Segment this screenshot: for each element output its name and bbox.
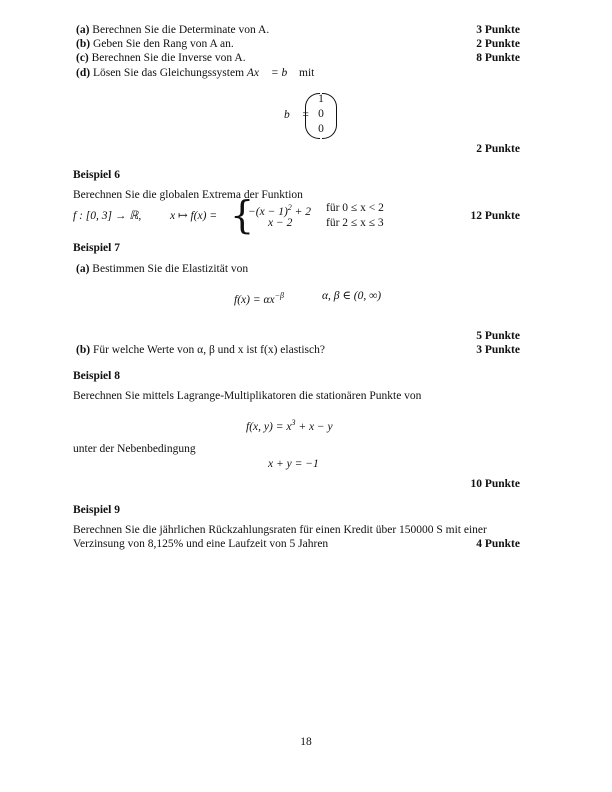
part-c — [76, 51, 246, 65]
b6-case2-expr: x − 2 — [268, 217, 293, 229]
b6-case1-cond: für 0 ≤ x < 2 — [326, 202, 384, 214]
part-a — [76, 23, 269, 37]
b7-formula-cond: α, β ∈ (0, ∞) — [322, 290, 382, 302]
part-c-label: (c) — [76, 52, 89, 64]
part-a-text: Berechnen Sie die Determinate von A. — [92, 24, 270, 36]
b7-part-a — [76, 262, 248, 276]
b8-points: 10 Punkte — [470, 478, 520, 490]
b8-intro: Berechnen Sie mittels Lagrange-Multiplikatoren die stationären Punkte von — [73, 390, 422, 402]
part-b-text: Geben Sie den Rang von A an. — [92, 38, 234, 50]
b8-formula-exp: 3 — [291, 418, 296, 427]
b6-case2-cond: für 2 ≤ x ≤ 3 — [326, 217, 384, 229]
b6-points: 12 Punkte — [470, 210, 520, 222]
b8-constraint-text: unter der Nebenbedingung — [73, 443, 196, 455]
b7-formula — [234, 289, 284, 307]
b6-intro: Berechnen Sie die globalen Extrema der Funktion — [73, 189, 303, 201]
part-d-label: (d) — [76, 67, 91, 79]
part-b-label: (b) — [76, 38, 91, 50]
b7-b-points: 3 Punkte — [476, 344, 520, 356]
vector-right-paren — [322, 93, 337, 139]
part-d-math: Ax⃗ = b⃗ — [246, 67, 297, 79]
part-c-points: 8 Punkte — [476, 52, 520, 64]
b7-formula-main: f(x) = αx — [234, 294, 275, 306]
b9-line2: Verzinsung von 8,125% und eine Laufzeit von 5 Jahren — [73, 538, 329, 550]
part-d-text: Lösen Sie das Gleichungssystem — [92, 67, 247, 79]
b8-formula-a: f(x, y) = x — [246, 421, 292, 433]
part-d-points: 2 Punkte — [476, 143, 520, 155]
b7-a-label: (a) — [76, 263, 90, 275]
part-a-points: 3 Punkte — [476, 24, 520, 36]
part-b-points: 2 Punkte — [476, 38, 520, 50]
b6-brace: { — [230, 193, 255, 237]
b7-b-text: Für welche Werte von α, β und x ist f(x) elastisch? — [92, 344, 325, 356]
b6-domain: f : [0, 3] → ℝ, — [73, 210, 142, 222]
b7-title: Beispiel 7 — [73, 242, 120, 254]
b8-title: Beispiel 8 — [73, 370, 120, 382]
b9-points: 4 Punkte — [476, 538, 520, 550]
part-a-label: (a) — [76, 24, 90, 36]
vector-b-name: b⃗ = — [284, 109, 310, 121]
b6-case1-exp: 2 — [287, 203, 292, 212]
b9-line1: Berechnen Sie die jährlichen Rückzahlungsraten für einen Kredit über 150000 S mit einer — [73, 524, 487, 536]
b7-a-points: 5 Punkte — [476, 330, 520, 342]
b7-b-label: (b) — [76, 344, 91, 356]
b9-title: Beispiel 9 — [73, 504, 120, 516]
part-b — [76, 37, 234, 51]
b6-case1-tail: + 2 — [291, 206, 312, 218]
part-c-text: Berechnen Sie die Inverse von A. — [91, 52, 246, 64]
part-d — [76, 66, 314, 80]
part-d-text-after: mit — [296, 67, 315, 79]
vector-entry-2: 0 — [318, 108, 324, 120]
b8-formula — [246, 416, 333, 434]
b6-title: Beispiel 6 — [73, 169, 120, 181]
b6-case1-expr: −(x − 1) — [248, 206, 288, 218]
b7-part-b — [76, 343, 325, 357]
b8-formula-b: + x − y — [295, 421, 333, 433]
b7-formula-exp: −β — [274, 291, 284, 300]
vector-entry-1: 1 — [318, 93, 324, 105]
page-number: 18 — [300, 736, 312, 748]
b8-constraint: x + y = −1 — [268, 458, 319, 470]
b6-map: x ↦ f(x) = — [170, 210, 218, 222]
b7-a-text: Bestimmen Sie die Elastizität von — [92, 263, 249, 275]
vector-entry-3: 0 — [318, 123, 324, 135]
